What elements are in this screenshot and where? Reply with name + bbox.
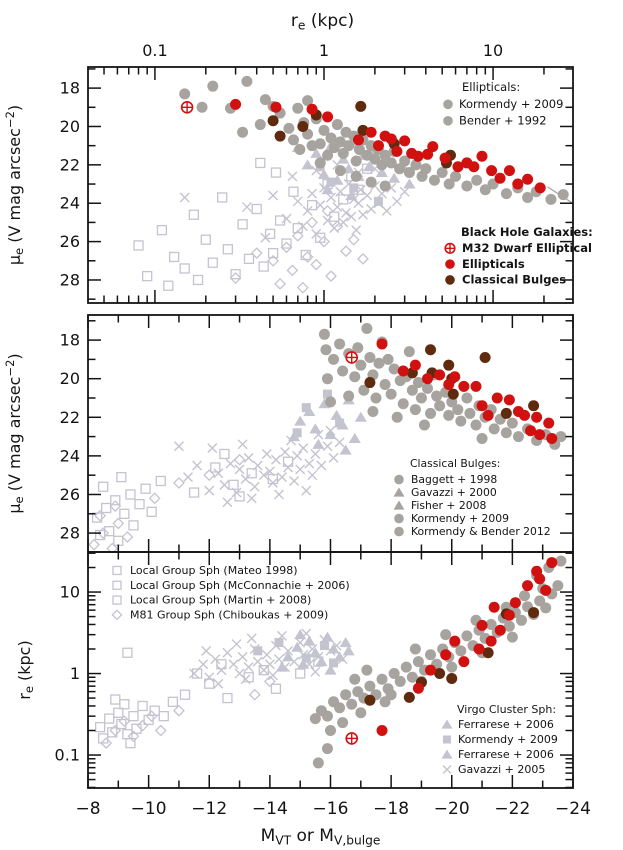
legend-title: Virgo Cluster Sph:: [457, 703, 557, 716]
series-m32: [182, 102, 193, 113]
local-group-sph-legend: [112, 564, 349, 621]
legend-item-label: Kormendy & Bender 2012: [411, 525, 551, 538]
x-tick-label: 10: [482, 41, 504, 60]
x-tick-label: −22: [494, 799, 531, 819]
legend-item-label: Fisher + 2008: [411, 499, 487, 512]
series-m81-group-sph-diamonds: [101, 676, 275, 748]
legend-item-label: Classical Bulges: [462, 272, 567, 287]
y-tick-label: 24: [59, 193, 80, 213]
x-tick-label: −20: [433, 799, 470, 819]
y-tick-label: 26: [59, 484, 80, 504]
legend-item-label: Local Group Sph (McConnachie + 2006): [130, 578, 350, 592]
y-tick-label: 18: [59, 78, 80, 98]
legend-title: Classical Bulges:: [410, 457, 501, 470]
x-tick-label: −8: [75, 799, 101, 819]
legend-title: Ellipticals:: [462, 80, 521, 94]
ellipticals-legend: [443, 80, 563, 128]
series-virgo-triangles: [276, 629, 355, 675]
virgo-cluster-sph-legend: [442, 703, 558, 776]
legend-item-label: Gavazzi + 2000: [411, 486, 497, 499]
series-m32: [346, 352, 357, 363]
top-axis-title: $r_e$ (kpc): [290, 11, 355, 33]
x-tick-label: −18: [373, 799, 410, 819]
x-ticks-bottom: [75, 552, 590, 819]
x-tick-label: 1: [318, 41, 330, 60]
y-tick-label: 28: [59, 270, 80, 290]
black-hole-galaxies-legend: [445, 225, 593, 287]
series-ellipticals-gray: [179, 76, 569, 205]
series-sph-open-squares: [93, 449, 293, 545]
legend-item-label: Kormendy + 2009: [459, 97, 564, 111]
legend-item-label: M32 Dwarf Elliptical: [462, 241, 592, 255]
legend-item-label: Ferrarese + 2006: [458, 718, 554, 731]
series-bh-ellipticals: [377, 338, 558, 444]
legend-item-label: M81 Group Sph (Chiboukas + 2009): [130, 608, 329, 622]
y-tick-label: 22: [59, 407, 80, 427]
panel-bottom: [15, 552, 591, 847]
y-axis-title-bottom: $r_e$ (kpc): [15, 640, 37, 700]
y-axis-title-middle: $\mu_e$ (V mag arcsec$^{-2}$): [2, 353, 27, 514]
legend-item-label: Ellipticals: [462, 256, 525, 271]
legend-item-label: Local Group Sph (Martin + 2008): [130, 593, 312, 607]
x-axis-title: $M_{VT}$ or $M_{V,bulge}$: [260, 826, 381, 848]
legend-item-label: Ferrarese + 2006: [458, 748, 554, 761]
x-tick-label: −16: [312, 799, 349, 819]
y-tick-label: 18: [59, 330, 80, 350]
series-sph-crosses: [174, 426, 344, 506]
legend-item-label: Kormendy + 2009: [458, 733, 558, 746]
panel-top: [3, 11, 593, 303]
legend-item-label: Kormendy + 2009: [411, 512, 510, 525]
legend-item-label: Gavazzi + 2005: [458, 763, 546, 776]
classical-bulges-legend: [394, 457, 551, 538]
legend-title: Black Hole Galaxies:: [461, 225, 593, 239]
y-tick-label: 0.1: [54, 745, 80, 765]
legend-item-label: Local Group Sph (Mateo 1998): [130, 564, 298, 577]
y-tick-label: 20: [59, 369, 80, 389]
y-tick-label: 22: [59, 155, 80, 175]
y-axis-title-top: $\mu_e$ (V mag arcsec$^{-2}$): [2, 104, 27, 266]
y-tick-label: 20: [59, 116, 80, 136]
y-tick-label: 28: [59, 523, 80, 543]
x-tick-label: −12: [191, 799, 228, 819]
legend-item-label: Bender + 1992: [459, 113, 547, 128]
x-tick-label: −24: [555, 799, 591, 819]
legend-item-label: Baggett + 1998: [411, 473, 498, 486]
y-tick-label: 26: [59, 232, 80, 252]
series-m32: [346, 733, 357, 744]
y-tick-label: 24: [59, 446, 80, 466]
x-tick-label: −10: [130, 799, 167, 819]
y-tick-label: 10: [59, 582, 80, 602]
x-tick-label: 0.1: [142, 41, 168, 60]
y-tick-label: 1: [69, 664, 80, 684]
panel-middle: [3, 315, 573, 554]
x-tick-label: −14: [251, 799, 288, 819]
